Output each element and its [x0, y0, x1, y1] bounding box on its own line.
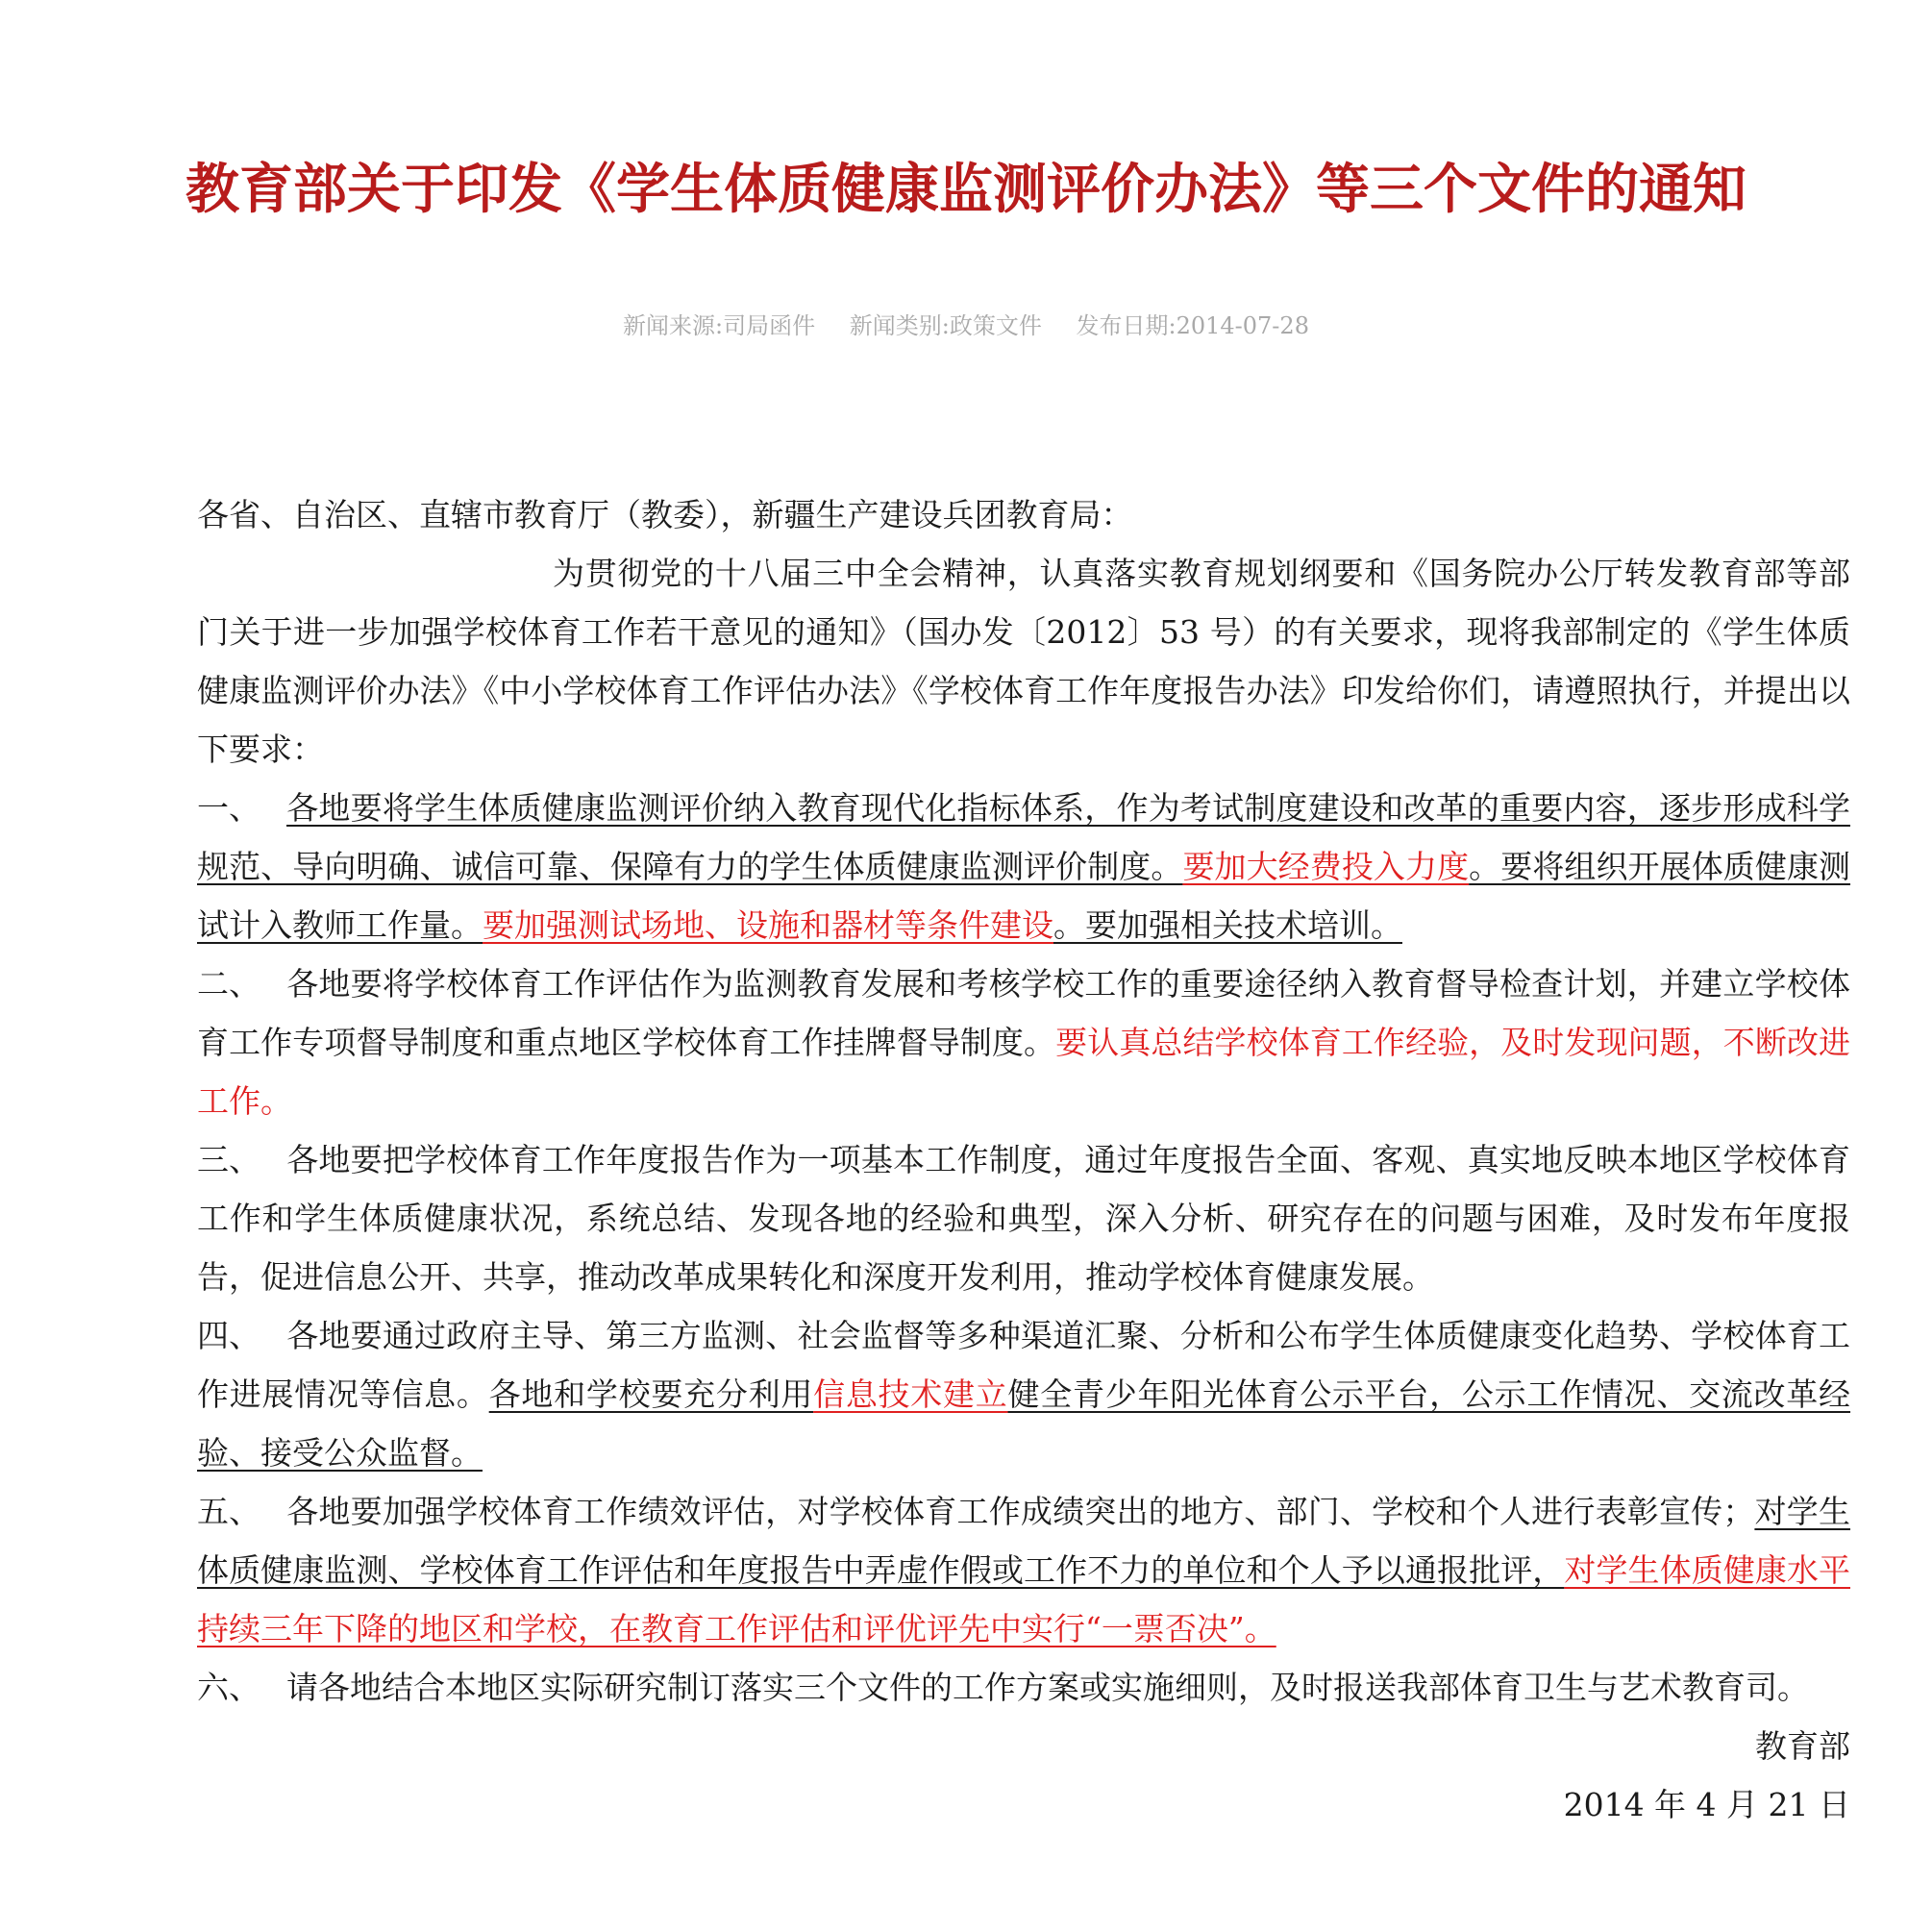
item-text: 各地和学校要充分利用 — [488, 1375, 814, 1413]
item-number: 二、 — [197, 965, 260, 1003]
document-meta — [0, 310, 1932, 342]
publish-date: 发布日期:2014-07-28 — [1076, 312, 1309, 339]
item-text: 请各地结合本地区实际研究制订落实三个文件的工作方案或实施细则，及时报送我部体育卫生与艺术教育司。 — [286, 1669, 1809, 1706]
highlight-text: 要认真总结学校体育工作经验，及时发现问题，不断改进工作。 — [197, 1024, 1851, 1120]
item-text: 健全青少年阳光体育公示平台，公示工作情况、交流改革经验、接受公众监督。 — [197, 1375, 1851, 1472]
news-source: 新闻来源:司局函件 — [623, 312, 816, 339]
item-number: 六、 — [197, 1669, 260, 1706]
item-number: 三、 — [197, 1141, 260, 1178]
signature-org: 教育部 — [1755, 1727, 1850, 1765]
item-number: 一、 — [197, 789, 260, 827]
item-text: 对学生体质健康监测、学校体育工作评估和年度报告中弄虚作假或工作不力的单位和个人予以通报批评， — [197, 1493, 1851, 1589]
item-text: 各地要将学校体育工作评估作为监测教育发展和考核学校工作的重要途径纳入教育督导检查计划，并建立学校体育工作专项督导制度和重点地区学校体育工作挂牌督导制度。 — [197, 965, 1850, 1061]
requirement-item-4 — [197, 1306, 1850, 1482]
item-text: 。要将组织开展体质健康测试计入教师工作量。 — [197, 848, 1851, 944]
requirement-item-1 — [197, 779, 1850, 954]
highlight-text: 要加大经费投入力度 — [1182, 848, 1470, 885]
signature-date: 2014 年 4 月 21 日 — [1563, 1786, 1850, 1823]
item-number: 五、 — [197, 1493, 260, 1530]
requirement-item-5 — [197, 1482, 1850, 1658]
item-text: 各地要加强学校体育工作绩效评估，对学校体育工作成绩突出的地方、部门、学校和个人进行表彰宣传； — [286, 1493, 1755, 1530]
item-text: 各地要将学生体质健康监测评价纳入教育现代化指标体系，作为考试制度建设和改革的重要内容，逐步形成科学规范、导向明确、诚信可靠、保障有力的学生体质健康监测评价制度。 — [197, 789, 1850, 885]
item-text: 。要加强相关技术培训。 — [1053, 906, 1402, 944]
highlight-text: 对学生体质健康水平持续三年下降的地区和学校，在教育工作评估和评优评先中实行“一票否决”。 — [197, 1551, 1851, 1647]
document-title: 教育部关于印发《学生体质健康监测评价办法》等三个文件的通知 — [186, 159, 1746, 221]
requirement-item-6 — [197, 1658, 1850, 1717]
salutation: 各省、自治区、直辖市教育厅（教委），新疆生产建设兵团教育局： — [197, 496, 1133, 533]
document-body — [197, 485, 1850, 1834]
news-category: 新闻类别:政策文件 — [849, 312, 1042, 339]
item-number: 四、 — [197, 1317, 260, 1354]
highlight-text: 要加强测试场地、设施和器材等条件建设 — [483, 906, 1053, 944]
requirement-item-2 — [197, 954, 1850, 1130]
item-text: 各地要通过政府主导、第三方监测、社会监督等多种渠道汇聚、分析和公布学生体质健康变化趋势、学校体育工作进展情况等信息。 — [197, 1317, 1850, 1413]
intro-paragraph: 为贯彻党的十八届三中全会精神，认真落实教育规划纲要和《国务院办公厅转发教育部等部门关于进一步加强学校体育工作若干意见的通知》（国办发〔2012〕53 号）的有关要求，现将我部制定的《学生体质健康监测评价办法》《中小学校体育工作评估办法》《学校体育工作年度报告办法》印发给你们，请遵照执行，并提出以下要求： — [197, 555, 1850, 768]
requirement-item-3 — [197, 1130, 1850, 1306]
highlight-text: 信息技术建立 — [813, 1375, 1008, 1413]
item-text: 各地要把学校体育工作年度报告作为一项基本工作制度，通过年度报告全面、客观、真实地反映本地区学校体育工作和学生体质健康状况，系统总结、发现各地的经验和典型，深入分析、研究存在的问题与困难，及时发布年度报告，促进信息公开、共享，推动改革成果转化和深度开发利用，推动学校体育健康发展。 — [197, 1141, 1850, 1296]
